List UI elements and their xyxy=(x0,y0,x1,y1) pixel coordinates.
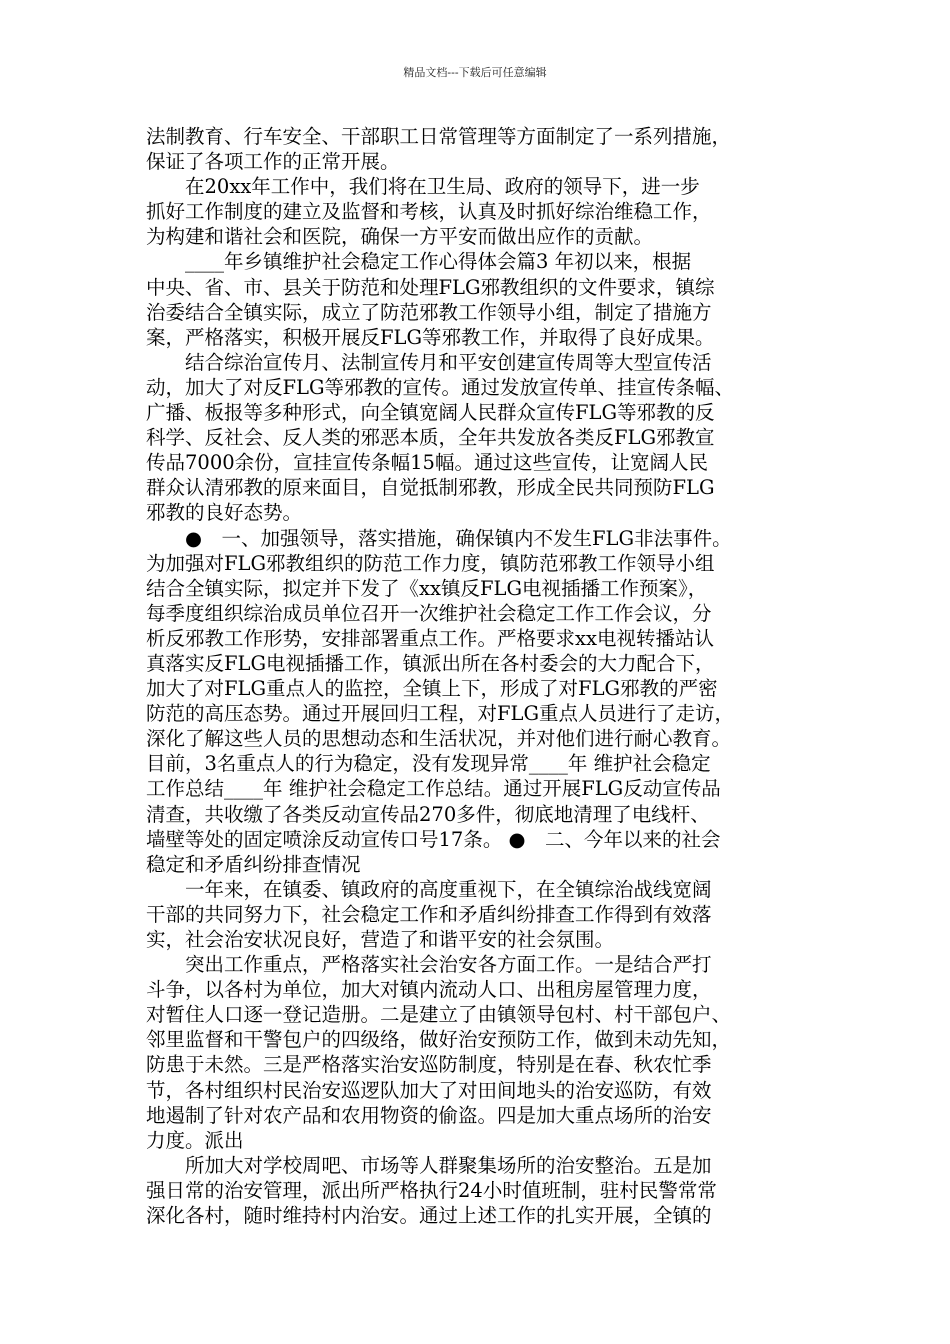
text-line: 邻里监督和干警包户的四级络，做好治安预防工作，做到未动先知， xyxy=(146,1028,732,1052)
text-line: 邪教的良好态势。 xyxy=(146,501,303,525)
text-line: 目前，3名重点人的行为稳定，没有发现异常____年 维护社会稳定 xyxy=(146,752,711,776)
text-line: 在20xx年工作中，我们将在卫生局、政府的领导下，进一步 xyxy=(146,175,700,199)
text-line: 清查，共收缴了各类反动宣传品270多件，彻底地清理了电线杆、 xyxy=(146,802,710,826)
text-line: 法制教育、行车安全、干部职工日常管理等方面制定了一系列措施， xyxy=(146,125,732,148)
text-line: 对暂住人口逐一登记造册。二是建立了由镇领导包村、村干部包户、 xyxy=(146,1003,732,1027)
text-line: 抓好工作制度的建立及监督和考核，认真及时抓好综治维稳工作， xyxy=(146,200,712,224)
page-header: 精品文档---下载后可任意编辑 xyxy=(403,66,547,79)
text-line: ____年乡镇维护社会稳定工作心得体会篇3 年初以来，根据 xyxy=(146,250,692,274)
text-line: 防患于未然。三是严格落实治安巡防制度，特别是在春、秋农忙季 xyxy=(146,1053,712,1077)
text-line: 案，严格落实，积极开展反FLG等邪教工作，并取得了良好成果。 xyxy=(146,325,715,349)
text-line: 斗争，以各村为单位，加大对镇内流动人口、出租房屋管理力度， xyxy=(146,978,712,1002)
text-line: 真落实反FLG电视插播工作，镇派出所在各村委会的大力配合下， xyxy=(146,651,715,675)
text-line: 力度。派出 xyxy=(146,1128,244,1152)
text-line: 稳定和矛盾纠纷排查情况 xyxy=(146,852,361,876)
text-line: 节，各村组织村民治安巡逻队加大了对田间地头的治安巡防，有效 xyxy=(146,1078,712,1102)
text-line: 加大了对FLG重点人的监控，全镇上下，形成了对FLG邪教的严密 xyxy=(146,677,718,701)
text-line: 结合综治宣传月、法制宣传月和平安创建宣传周等大型宣传活 xyxy=(146,350,712,374)
text-line: 科学、反社会、反人类的邪恶本质，全年共发放各类反FLG邪教宣 xyxy=(146,426,715,450)
text-line: 动，加大了对反FLG等邪教的宣传。通过发放宣传单、挂宣传条幅、 xyxy=(146,375,735,399)
text-line: 工作总结____年 维护社会稳定工作总结。通过开展FLG反动宣传品 xyxy=(146,777,721,801)
text-line: 干部的共同努力下，社会稳定工作和矛盾纠纷排查工作得到有效落 xyxy=(146,902,712,926)
text-line: 结合全镇实际，拟定并下发了《xx镇反FLG电视插播工作预案》， xyxy=(146,576,708,600)
text-line: 一年来，在镇委、镇政府的高度重视下，在全镇综治战线宽阔 xyxy=(146,877,712,901)
text-line: 突出工作重点，严格落实社会治安各方面工作。一是结合严打 xyxy=(146,953,712,977)
text-line: 析反邪教工作形势，安排部署重点工作。严格要求xx电视转播站认 xyxy=(146,626,714,650)
text-line: 为加强对FLG邪教组织的防范工作力度，镇防范邪教工作领导小组 xyxy=(146,551,715,575)
text-line: 强日常的治安管理，派出所严格执行24小时值班制，驻村民警常常 xyxy=(146,1178,717,1202)
text-line: 保证了各项工作的正常开展。 xyxy=(146,150,400,174)
text-line: 防范的高压态势。通过开展回归工程，对FLG重点人员进行了走访， xyxy=(146,702,735,726)
text-line: 中央、省、市、县关于防范和处理FLG邪教组织的文件要求，镇综 xyxy=(146,275,715,299)
text-line: ● 一、加强领导，落实措施，确保镇内不发生FLG非法事件。 xyxy=(146,526,732,550)
text-line: 为构建和谐社会和医院，确保一方平安而做出应作的贡献。 xyxy=(146,225,654,249)
text-line: 实，社会治安状况良好，营造了和谐平安的社会氛围。 xyxy=(146,928,615,951)
text-line: 群众认清邪教的原来面目，自觉抵制邪教，形成全民共同预防FLG xyxy=(146,476,715,500)
text-line: 广播、板报等多种形式，向全镇宽阔人民群众宣传FLG等邪教的反 xyxy=(146,401,715,425)
text-line: 地遏制了针对农产品和农用物资的偷盗。四是加大重点场所的治安 xyxy=(146,1103,712,1127)
text-line: 治委结合全镇实际，成立了防范邪教工作领导小组，制定了措施方 xyxy=(146,300,712,324)
text-line: 传品7000余份，宣挂宣传条幅15幅。通过这些宣传，让宽阔人民 xyxy=(146,451,708,475)
text-line: 所加大对学校周吧、市场等人群聚集场所的治安整治。五是加 xyxy=(146,1153,712,1177)
text-line: 墙壁等处的固定喷涂反动宣传口号17条。 ● 二、今年以来的社会 xyxy=(146,827,721,851)
text-line: 深化了解这些人员的思想动态和生活状况，并对他们进行耐心教育。 xyxy=(146,727,732,751)
text-line: 深化各村，随时维持村内治安。通过上述工作的扎实开展，全镇的 xyxy=(146,1204,712,1228)
document-body xyxy=(146,124,826,1228)
text-line: 每季度组织综治成员单位召开一次维护社会稳定工作工作会议，分 xyxy=(146,601,712,625)
